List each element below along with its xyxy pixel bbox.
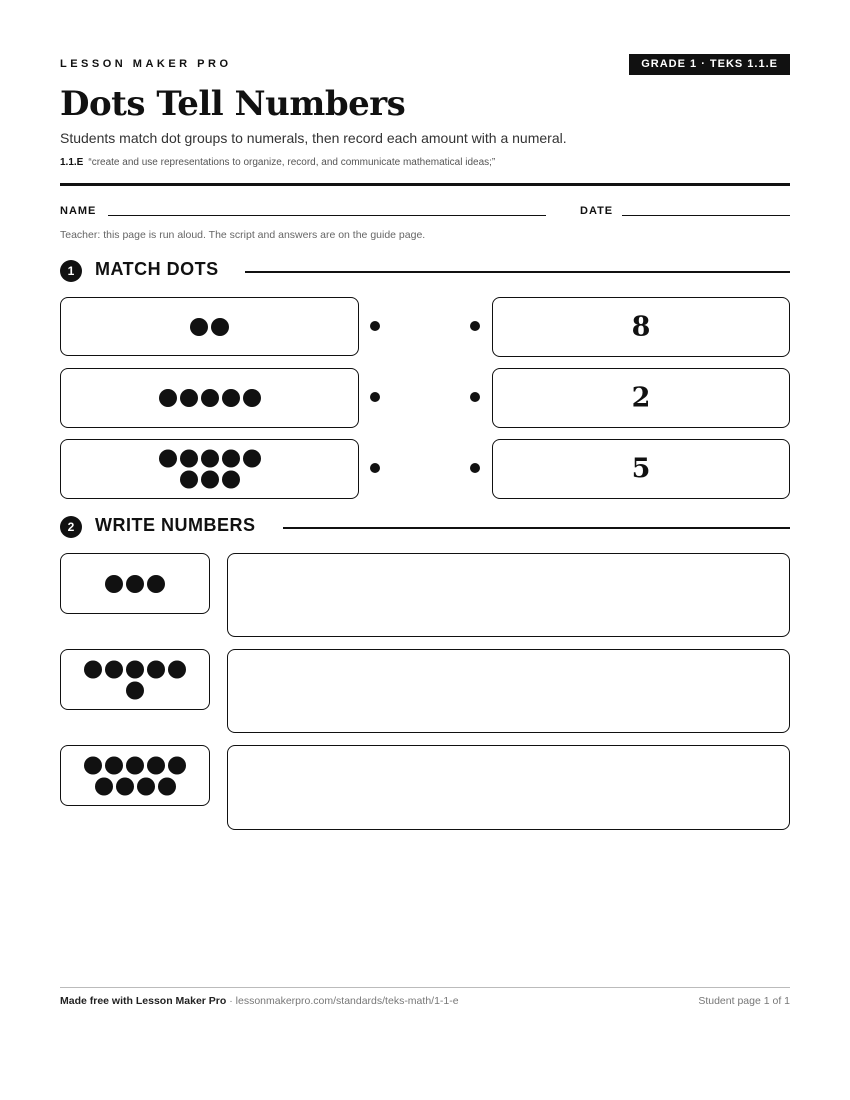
footer-url-link[interactable]: lessonmakerpro.com/standards/teks-math/1-1-e [235,995,459,1007]
counting-dot [116,777,134,795]
counting-dot [222,389,240,407]
footer-divider [60,987,790,988]
teacher-note: Teacher: this page is run aloud. The script and answers are on the guide page. [60,229,426,241]
name-field[interactable] [108,215,546,216]
counting-dot [105,660,123,678]
answer-write-box[interactable] [227,745,790,830]
worksheet-page [60,0,790,1100]
footer-separator: · [226,995,236,1007]
counting-dot [180,389,198,407]
counting-dot [211,318,229,336]
counting-dot [168,756,186,774]
answer-write-box[interactable] [227,553,790,637]
counting-dot [147,660,165,678]
write-dot-card [60,649,210,710]
counting-dot [105,756,123,774]
date-field[interactable] [622,215,790,216]
footer-credit [60,995,459,1007]
counting-dot [158,777,176,795]
match-dot-card [60,297,359,356]
dot-row [180,471,240,489]
write-dot-card [60,553,210,614]
dot-row [84,660,186,678]
connector-dot-right[interactable] [470,321,480,331]
section-rule [283,527,790,529]
counting-dot [159,389,177,407]
footer-made-with: Made free with Lesson Maker Pro [60,995,227,1007]
write-dot-card [60,745,210,806]
brand-name: LESSON MAKER PRO [60,58,232,70]
counting-dot [126,660,144,678]
dot-group [61,756,209,795]
dot-group [61,575,209,593]
counting-dot [137,777,155,795]
date-label: DATE [580,205,614,217]
dot-row [159,450,261,468]
section-match-dots-header [60,259,790,285]
counting-dot [201,450,219,468]
numeral-text: 2 [631,382,651,414]
match-dot-card [60,368,359,428]
counting-dot [95,777,113,795]
counting-dot [168,660,186,678]
connector-dot-right[interactable] [470,392,480,402]
name-date-row [60,204,790,220]
section-write-numbers-header [60,515,790,541]
dot-group [61,318,358,336]
counting-dot [84,756,102,774]
counting-dot [201,389,219,407]
footer-page-label: Student page 1 of 1 [698,995,790,1007]
dot-group [61,389,358,407]
dot-row [95,777,176,795]
dot-row [84,756,186,774]
counting-dot [180,471,198,489]
dot-row [159,389,261,407]
counting-dot [126,681,144,699]
numeral-card [492,297,790,357]
counting-dot [190,318,208,336]
dot-row [126,681,144,699]
connector-dot-left[interactable] [370,463,380,473]
counting-dot [201,471,219,489]
standard-line [60,157,495,168]
numeral-text: 8 [631,311,651,343]
numeral-card [492,439,790,499]
standard-code: 1.1.E [60,157,84,168]
section-number-badge: 2 [60,516,82,538]
counting-dot [126,756,144,774]
counting-dot [222,450,240,468]
counting-dot [180,450,198,468]
counting-dot [159,450,177,468]
numeral-text: 5 [631,453,651,485]
section-title: MATCH DOTS [95,259,219,279]
section-title: WRITE NUMBERS [95,515,256,535]
counting-dot [126,575,144,593]
dot-row [190,318,229,336]
counting-dot [243,450,261,468]
counting-dot [243,389,261,407]
page-subtitle: Students match dot groups to numerals, then record each amount with a numeral. [60,130,567,146]
counting-dot [222,471,240,489]
dot-group [61,660,209,699]
section-rule [245,271,790,273]
counting-dot [147,575,165,593]
connector-dot-right[interactable] [470,463,480,473]
connector-dot-left[interactable] [370,392,380,402]
counting-dot [105,575,123,593]
page-title: Dots Tell Numbers [60,84,406,124]
standard-text: “create and use representations to organize, record, and communicate mathematical ideas;” [88,157,496,168]
grade-badge: GRADE 1 · TEKS 1.1.E [629,54,790,75]
counting-dot [147,756,165,774]
header-divider [60,183,790,186]
numeral-card [492,368,790,428]
section-number-badge: 1 [60,260,82,282]
dot-row [105,575,165,593]
counting-dot [84,660,102,678]
match-dot-card [60,439,359,499]
dot-group [61,450,358,489]
name-label: NAME [60,205,97,217]
answer-write-box[interactable] [227,649,790,733]
connector-dot-left[interactable] [370,321,380,331]
